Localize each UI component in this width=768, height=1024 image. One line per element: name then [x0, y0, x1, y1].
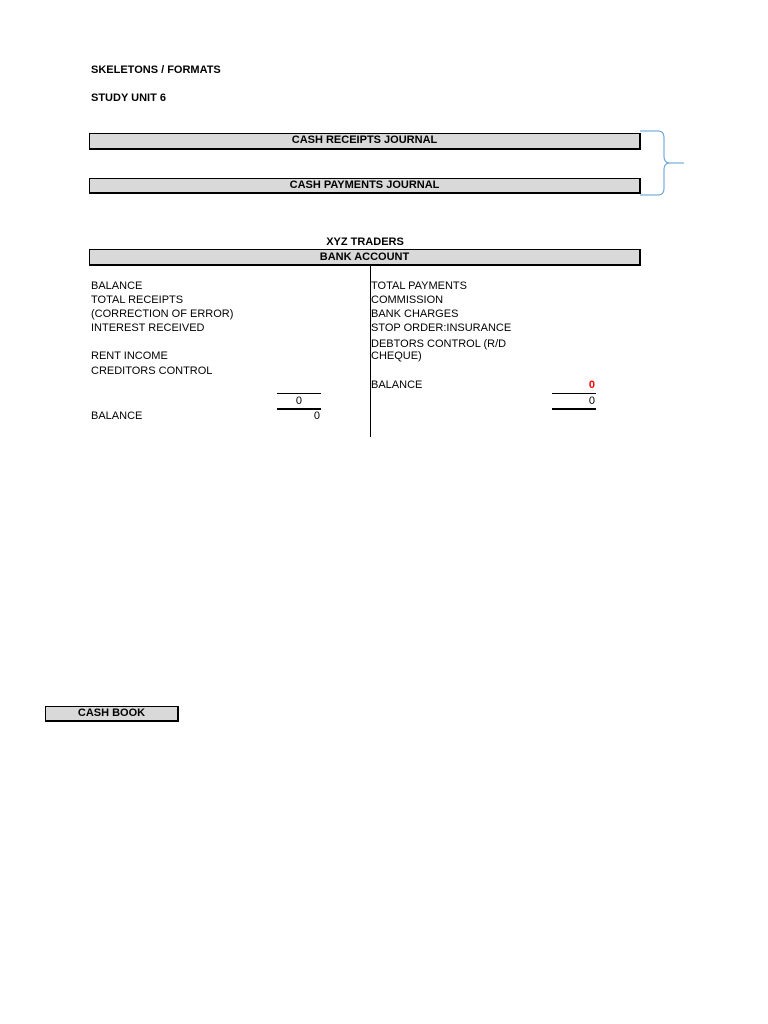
credit-balance-label: BALANCE: [371, 379, 423, 391]
credit-item-commission: COMMISSION: [371, 294, 444, 306]
credit-item-cheque: CHEQUE): [371, 350, 422, 362]
document-title: SKELETONS / FORMATS: [91, 64, 221, 76]
debit-item-creditors-control: CREDITORS CONTROL: [91, 365, 213, 377]
credit-item-debtors-control: DEBTORS CONTROL (R/D: [371, 338, 507, 350]
bank-account-header: BANK ACCOUNT: [89, 249, 641, 266]
credit-balance-value: 0: [588, 379, 595, 391]
study-unit-label: STUDY UNIT 6: [91, 92, 166, 104]
debit-total-value: 0: [295, 395, 302, 407]
debit-item-interest-received: INTEREST RECEIVED: [91, 322, 205, 334]
brace-connector-icon: [638, 128, 688, 200]
debit-item-rent-income: RENT INCOME: [91, 350, 168, 362]
credit-item-total-payments: TOTAL PAYMENTS: [371, 280, 467, 292]
debit-balance-label: BALANCE: [91, 410, 143, 422]
credit-item-stop-order-insurance: STOP ORDER:INSURANCE: [371, 322, 512, 334]
debit-total-top-rule: [277, 393, 321, 394]
cash-book-header: CASH BOOK: [45, 706, 179, 722]
cash-receipts-journal-header: CASH RECEIPTS JOURNAL: [89, 133, 641, 150]
debit-item-total-receipts: TOTAL RECEIPTS: [91, 294, 184, 306]
credit-item-bank-charges: BANK CHARGES: [371, 308, 459, 320]
company-name: XYZ TRADERS: [326, 236, 404, 248]
debit-item-balance: BALANCE: [91, 280, 143, 292]
debit-balance-value: 0: [313, 410, 320, 422]
debit-item-correction-of-error: (CORRECTION OF ERROR): [91, 308, 234, 320]
credit-total-bottom-rule: [552, 408, 596, 410]
credit-total-value: 0: [588, 395, 595, 407]
credit-total-top-rule: [552, 393, 596, 394]
cash-payments-journal-header: CASH PAYMENTS JOURNAL: [89, 178, 641, 194]
